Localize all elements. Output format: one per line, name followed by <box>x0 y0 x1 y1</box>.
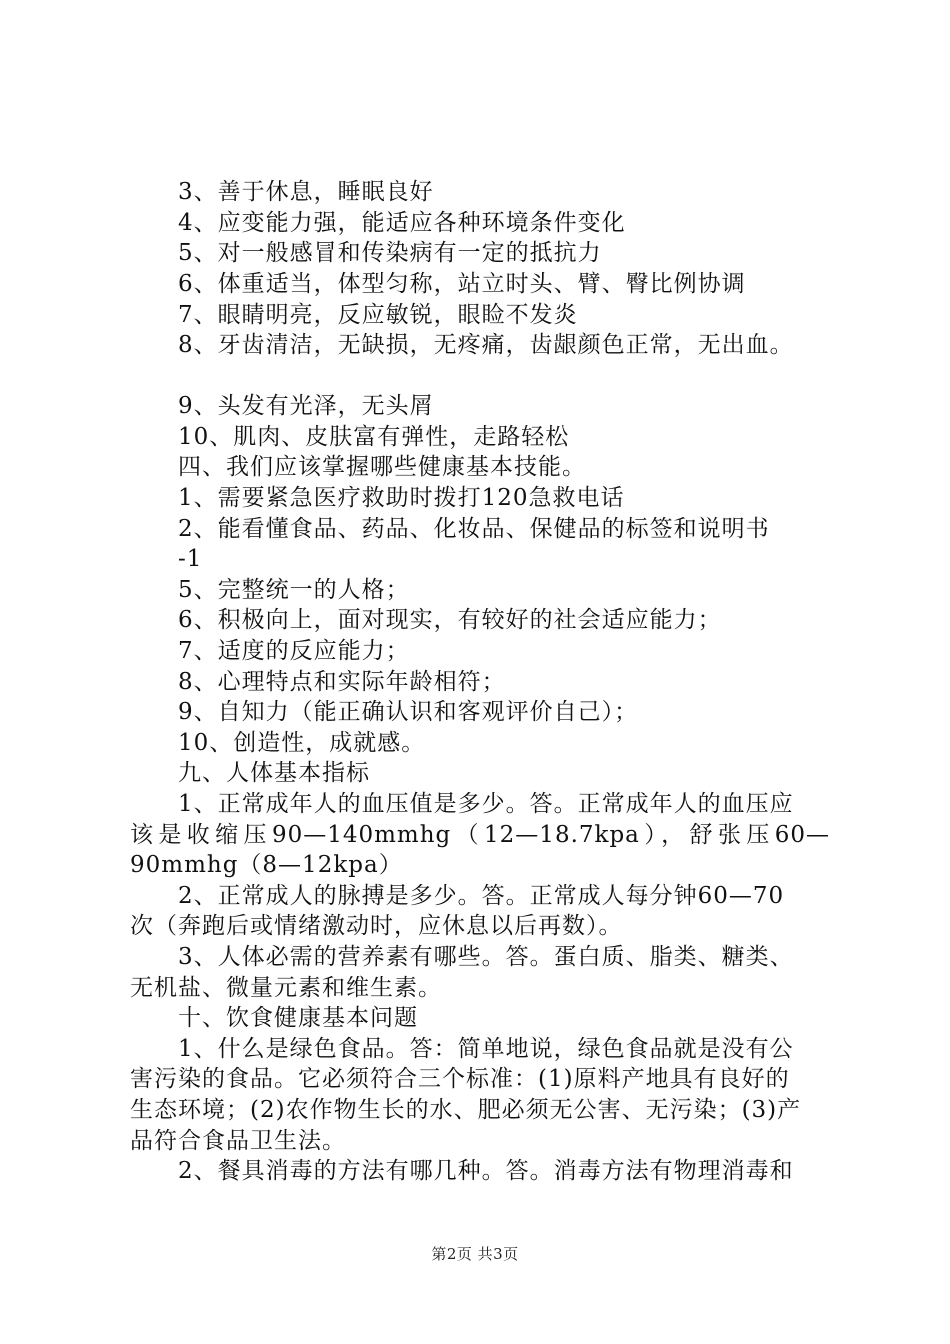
section-heading: 四、我们应该掌握哪些健康基本技能。 <box>178 454 586 480</box>
section-heading: 九、人体基本指标 <box>178 760 370 786</box>
text-line: -1 <box>178 546 203 572</box>
text-line: 3、善于休息，睡眠良好 <box>178 179 434 205</box>
text-line: 10、创造性，成就感。 <box>178 730 426 756</box>
text-line: 5、完整统一的人格； <box>178 577 410 603</box>
text-line: 2、正常成人的脉搏是多少。答。正常成人每分钟60—70 <box>178 883 785 909</box>
text-line: 8、心理特点和实际年龄相符； <box>178 669 506 695</box>
text-line: 2、餐具消毒的方法有哪几种。答。消毒方法有物理消毒和 <box>178 1158 794 1184</box>
text-line: 10、肌肉、皮肤富有弹性，走路轻松 <box>178 424 570 450</box>
text-line: 次（奔跑后或情绪激动时，应休息以后再数）。 <box>130 913 623 939</box>
text-line: 生态环境；(2)农作物生长的水、肥必须无公害、无污染；(3)产 <box>130 1097 802 1123</box>
text-line: 9、自知力（能正确认识和客观评价自己）； <box>178 699 639 725</box>
page-footer: 第2页 共3页 <box>431 1245 519 1263</box>
text-line: 该是收缩压90—140mmhg（12—18.7kpa），舒张压60— <box>130 822 830 848</box>
text-line: 1、什么是绿色食品。答：简单地说，绿色食品就是没有公 <box>178 1036 794 1062</box>
text-line: 害污染的食品。它必须符合三个标准：(1)原料产地具有良好的 <box>130 1066 790 1092</box>
text-line: 5、对一般感冒和传染病有一定的抵抗力 <box>178 240 602 266</box>
text-line: 6、积极向上，面对现实，有较好的社会适应能力； <box>178 607 722 633</box>
text-line: 7、适度的反应能力； <box>178 638 410 664</box>
text-line: 无机盐、微量元素和维生素。 <box>130 975 442 1001</box>
text-line: 7、眼睛明亮，反应敏锐，眼睑不发炎 <box>178 302 578 328</box>
section-heading: 十、饮食健康基本问题 <box>178 1005 418 1031</box>
text-line: 2、能看懂食品、药品、化妆品、保健品的标签和说明书 <box>178 516 770 542</box>
text-line: 3、人体必需的营养素有哪些。答。蛋白质、脂类、糖类、 <box>178 944 794 970</box>
text-line: 6、体重适当，体型匀称，站立时头、臂、臀比例协调 <box>178 271 746 297</box>
text-line: 1、正常成年人的血压值是多少。答。正常成年人的血压应 <box>178 791 794 817</box>
text-line: 9、头发有光泽，无头屑 <box>178 393 434 419</box>
text-line: 4、应变能力强，能适应各种环境条件变化 <box>178 210 626 236</box>
text-line: 品符合食品卫生法。 <box>130 1128 346 1154</box>
text-line: 8、牙齿清洁，无缺损，无疼痛，齿龈颜色正常，无出血。 <box>178 332 794 358</box>
text-line: 90mmhg（8—12kpa） <box>130 852 403 878</box>
text-line: 1、需要紧急医疗救助时拨打120急救电话 <box>178 485 625 511</box>
